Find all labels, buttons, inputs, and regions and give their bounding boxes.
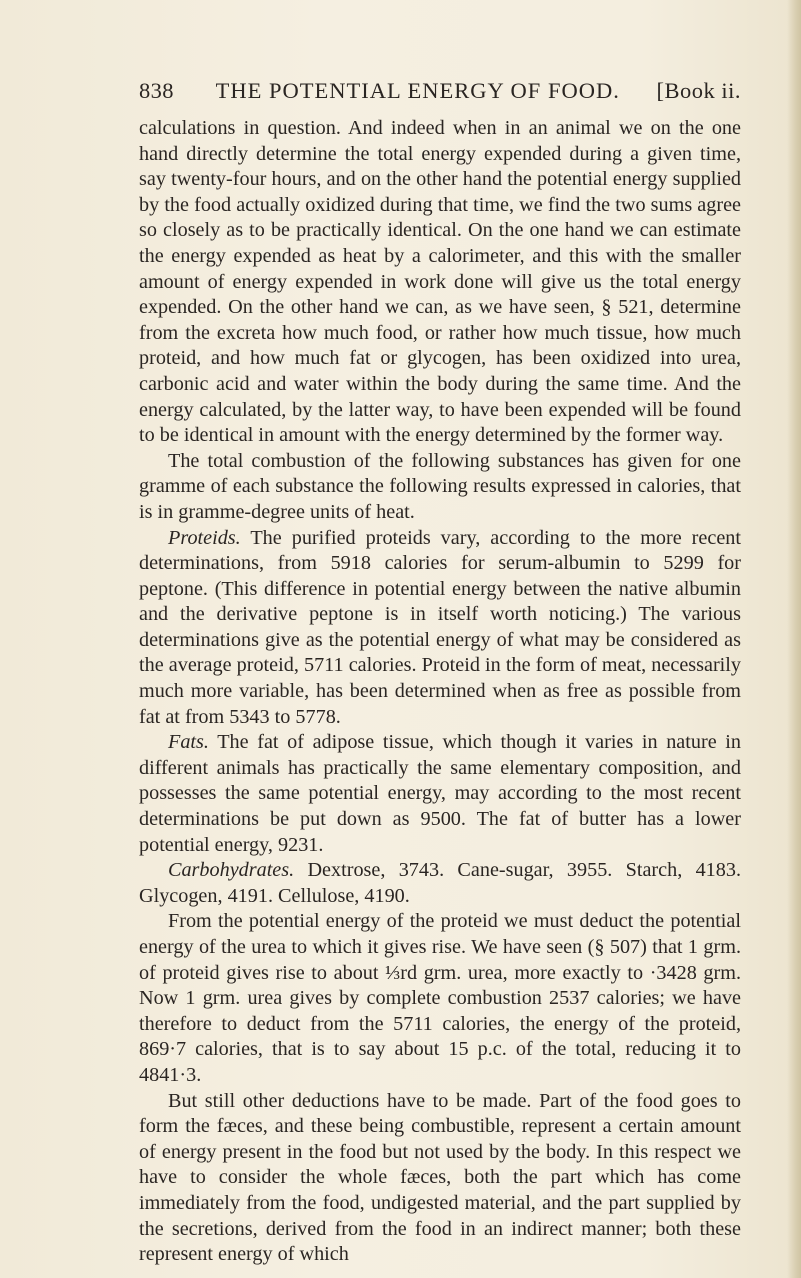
paragraph-text: From the potential energy of the proteid we must deduct the potential energy of the urea to which it gives rise. We have seen (§ 507) that 1 grm. of proteid gives rise to about ⅓rd grm. urea, more exactly to ·3428 grm. Now 1 grm. urea gives by complete combustion 2537 calories; we have therefore to deduct from the 5711 calories, the energy of the proteid, 869·7 calories, that is to say about 15 p.c. of the total, reducing it to 4841·3.: [139, 910, 741, 1086]
paragraph-text: Dextrose, 3743. Cane-sugar, 3955. Starch, 4183. Glycogen, 4191. Cellulose, 4190.: [139, 859, 741, 907]
page-edge-shadow: [787, 0, 801, 1278]
paragraph-text: The fat of adipose tissue, which though it varies in nature in different animals has practically the same elementary composition, and possesses the same potential energy, may according to the most recent determinations be put down as 9500. The fat of butter has a lower potential energy, 9231.: [139, 731, 741, 856]
paragraph-proteids: [139, 526, 741, 731]
section-lead-fats: Fats.: [168, 731, 209, 754]
paragraph-combustion-intro: [139, 449, 741, 526]
running-header: [139, 78, 741, 118]
paragraph-urea-deduction: [139, 909, 741, 1088]
paragraph-text: But still other deductions have to be made. Part of the food goes to form the fæces, and these being combustible, represent a certain amount of energy present in the food but not used by the body. In this respect we have to consider the whole fæces, both the part which has come immediately from the food, undigested material, and the part supplied by the secretions, derived from the food in an indirect manner; both these represent energy of which: [139, 1089, 741, 1266]
body-text: [139, 116, 741, 1268]
paragraph-continuation: [139, 116, 741, 449]
page-number: 838: [139, 78, 174, 103]
paragraph-carbohydrates: [139, 858, 741, 909]
book-reference: [Book ii.: [656, 78, 741, 103]
section-lead-carbohydrates: Carbohydrates.: [168, 859, 295, 882]
paragraph-text: calculations in question. And indeed when in an animal we on the one hand directly determine the total energy expended during a given time, say twenty-four hours, and on the other hand the potential energy supplied by the food actually oxidized during that time, we find the two sums agree so closely as to be practically identical. On the one hand we can estimate the energy expended as heat by a calorimeter, and this with the smaller amount of energy expended in work done will give us the total energy expended. On the other hand we can, as we have seen, § 521, determine from the excreta how much food, or rather how much tissue, how much proteid, and how much fat or glycogen, has been oxidized into urea, carbonic acid and water within the body during the same time. And the energy calculated, by the latter way, to have been expended will be found to be identical in amount with the energy determined by the former way.: [139, 117, 741, 447]
paragraph-text: The total combustion of the following substances has given for one gramme of each substance the following results expressed in calories, that is in gramme-degree units of heat.: [139, 449, 741, 523]
paragraph-text: The purified proteids vary, according to the more recent determinations, from 5918 calories for serum-albumin to 5299 for peptone. (This difference in potential energy between the native albumin and the derivative peptone is in itself worth noticing.) The various determinations give as the potential energy of what may be considered as the average proteid, 5711 calories. Proteid in the form of meat, necessarily much more variable, has been determined when as free as possible from fat at from 5343 to 5778.: [139, 526, 741, 728]
section-lead-proteids: Proteids.: [168, 526, 241, 549]
paragraph-fats: [139, 730, 741, 858]
paragraph-faeces-deduction: [139, 1089, 741, 1268]
running-title: THE POTENTIAL ENERGY OF FOOD.: [215, 78, 620, 103]
